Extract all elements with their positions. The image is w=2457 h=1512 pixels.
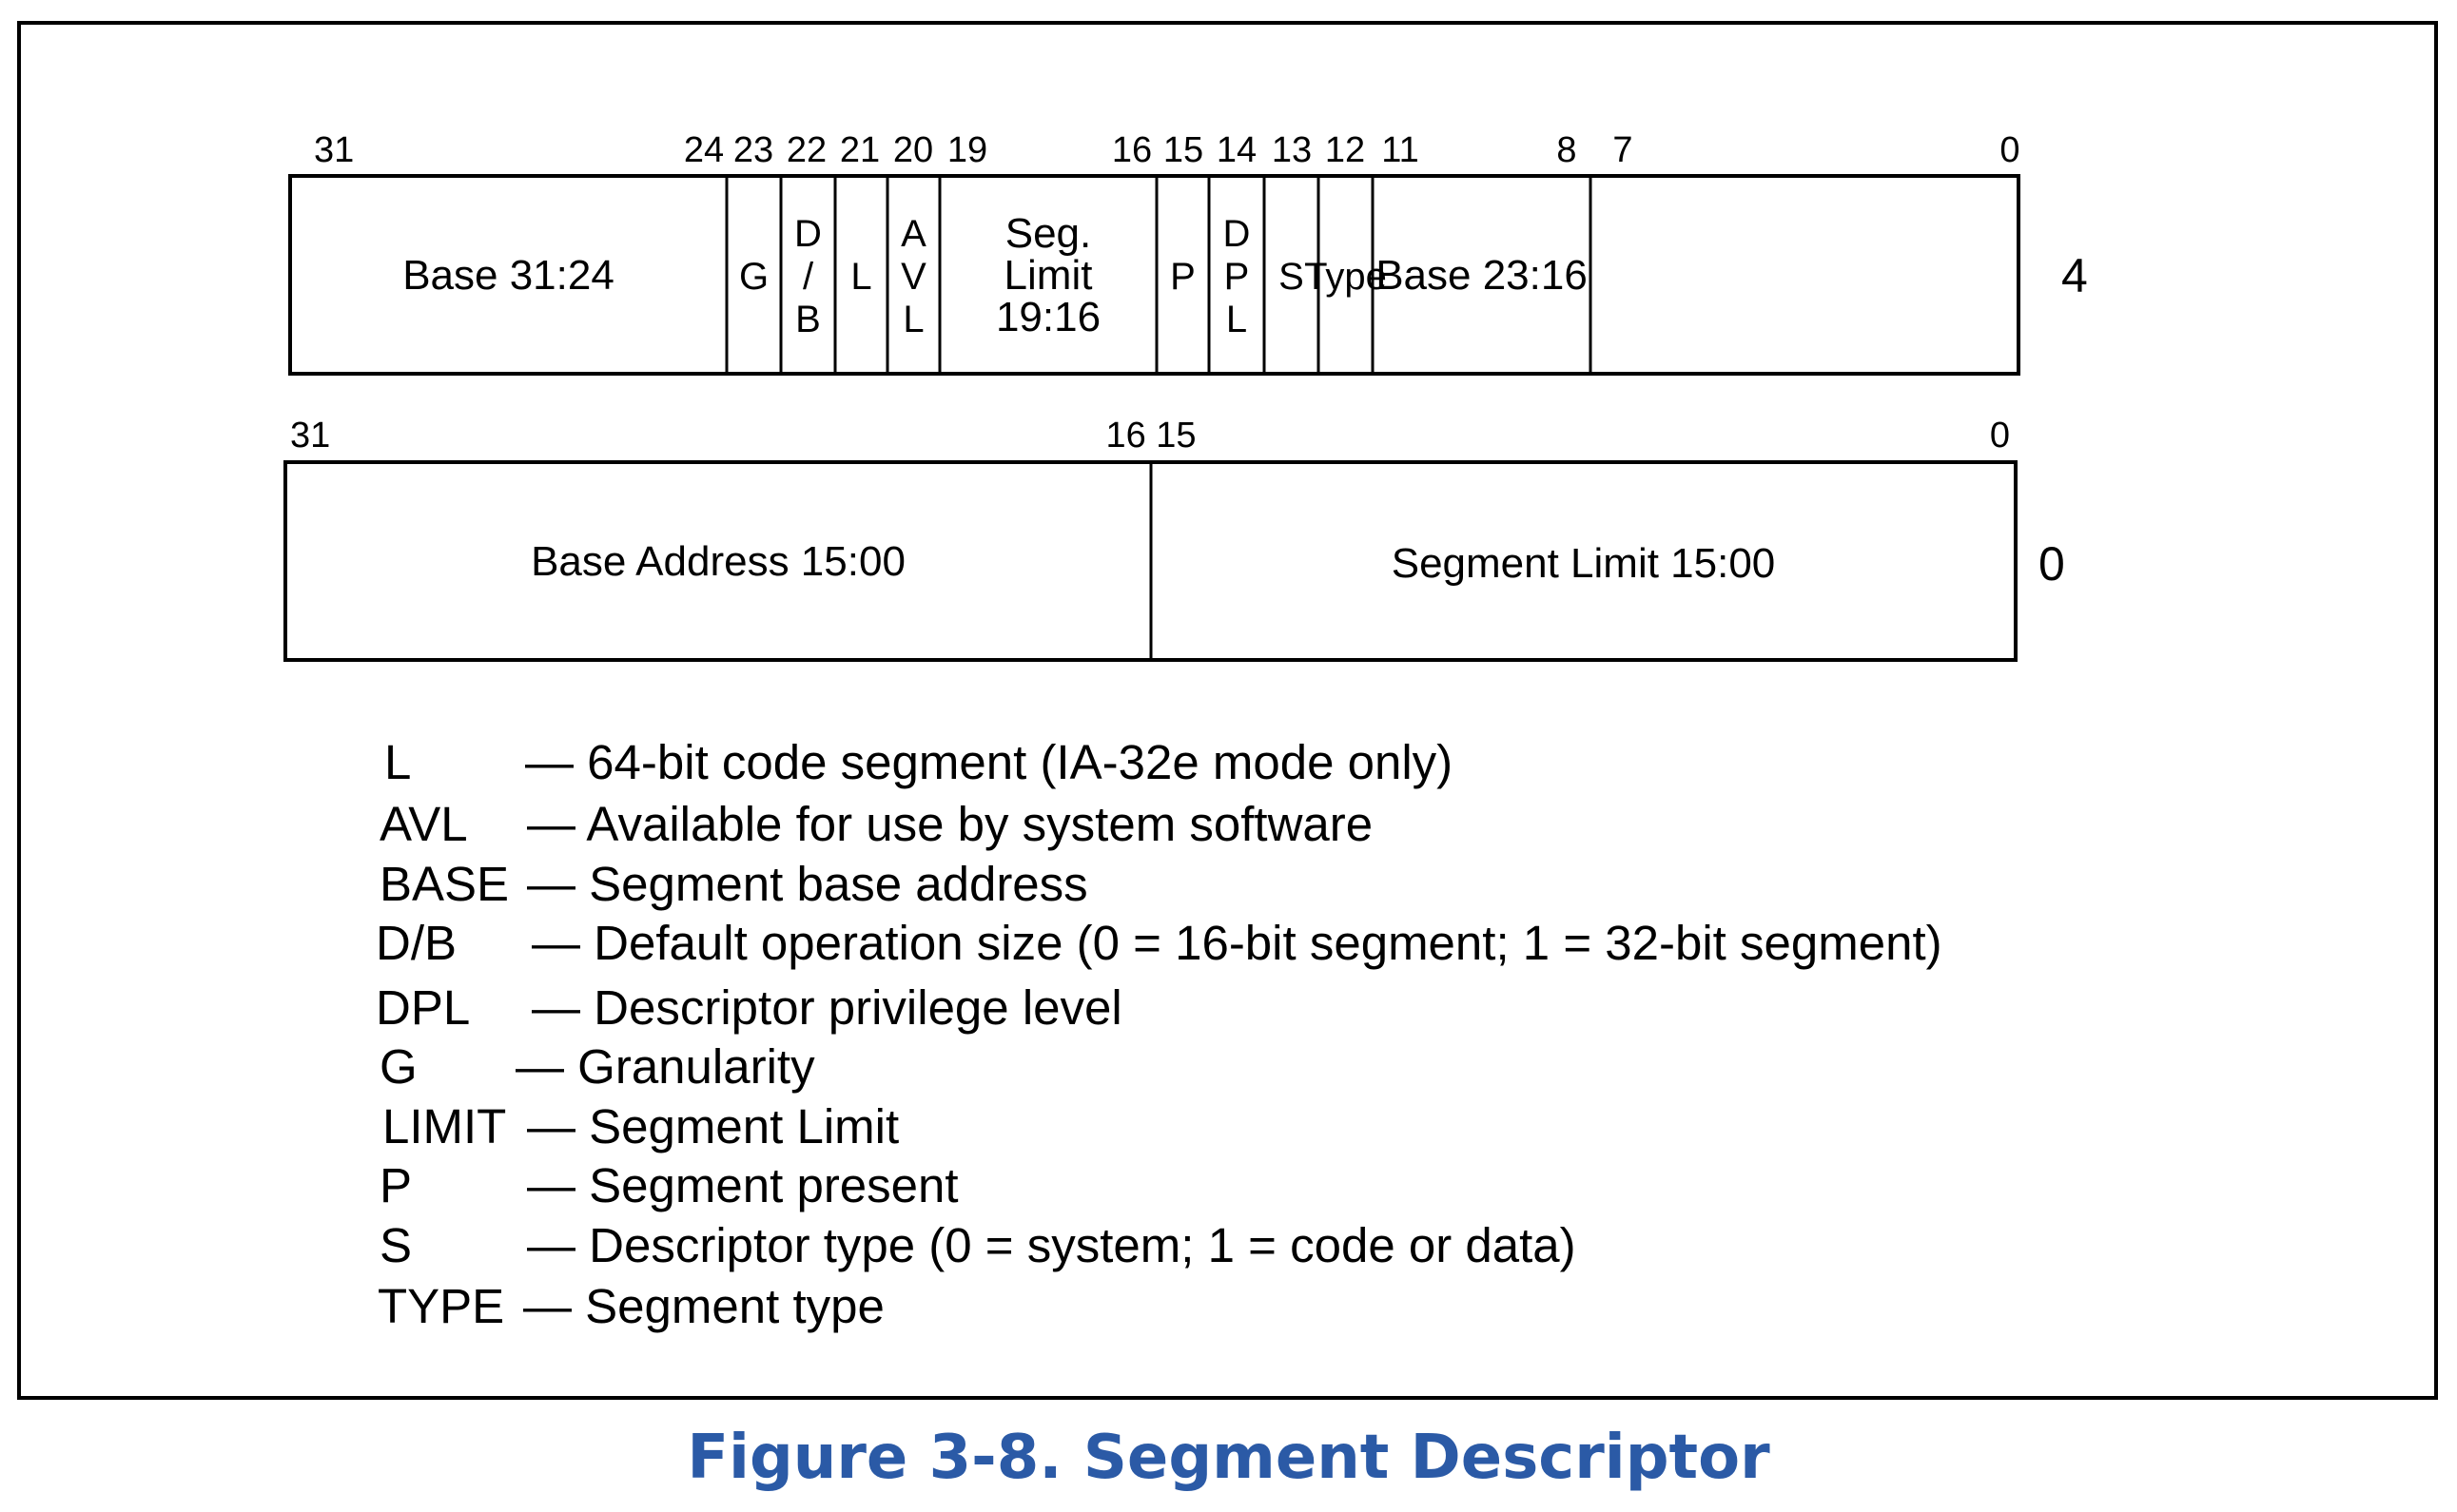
field-label-base-address-15-00: Base Address 15:00	[531, 538, 906, 585]
bit-number-label: 31	[314, 130, 355, 170]
bit-number-label: 12	[1324, 130, 1366, 170]
legend-description: — Available for use by system software	[527, 797, 1374, 851]
legend-description: — Default operation size (0 = 16-bit segment; 1 = 32-bit segment)	[532, 916, 1942, 970]
field-label-segment-limit-15-00: Segment Limit 15:00	[1391, 540, 1776, 587]
field-label-d-b: D	[794, 213, 822, 255]
bit-number-label: 0	[1999, 130, 2020, 170]
field-label-d-b: B	[795, 299, 821, 340]
field-label-avl: L	[903, 299, 925, 340]
field-label-seg-limit-19-16: Seg.	[1004, 210, 1092, 257]
legend-abbreviation: BASE	[380, 857, 510, 911]
field-label-seg-limit-19-16: Limit	[1004, 252, 1093, 299]
bit-number-label: 23	[732, 130, 774, 170]
legend-description: — Segment base address	[527, 857, 1088, 911]
bit-number-label: 16 15	[1105, 416, 1197, 456]
word-offset-label: 4	[2061, 249, 2088, 302]
legend-abbreviation: P	[380, 1158, 413, 1212]
field-label-dpl: D	[1222, 213, 1251, 255]
field-label-dpl: P	[1223, 256, 1250, 298]
legend-abbreviation: AVL	[380, 797, 468, 851]
field-label-s: S	[1278, 256, 1304, 298]
field-label-dpl: L	[1225, 299, 1248, 340]
field-label-d-b: /	[802, 256, 814, 298]
word-offset-label: 0	[2038, 537, 2065, 591]
legend-description: — Segment present	[527, 1158, 959, 1212]
field-label-base-23-16: Base 23:16	[1375, 252, 1588, 299]
legend-abbreviation: S	[380, 1218, 413, 1272]
bit-number-label: 0	[1989, 416, 2010, 456]
field-label-type: Type	[1304, 256, 1387, 298]
bit-number-label: 24	[683, 130, 725, 170]
legend-abbreviation: D/B	[376, 916, 458, 970]
bit-number-label: 31	[290, 416, 331, 456]
figure-caption: Figure 3-8. Segment Descriptor	[687, 1423, 1770, 1493]
legend-abbreviation: L	[384, 735, 412, 789]
bit-number-label: 14	[1216, 130, 1258, 170]
legend-description: — Descriptor type (0 = system; 1 = code or data)	[527, 1218, 1576, 1272]
legend-abbreviation: TYPE	[378, 1279, 505, 1333]
bit-number-label: 20	[892, 130, 934, 170]
legend-description: — Granularity	[516, 1039, 815, 1094]
bit-number-label: 8	[1556, 130, 1577, 170]
bit-number-label: 22	[786, 130, 828, 170]
legend-abbreviation: DPL	[376, 980, 471, 1035]
legend-abbreviation: LIMIT	[382, 1099, 507, 1153]
legend-description: — 64-bit code segment (IA-32e mode only)	[525, 735, 1453, 789]
field-label-avl: V	[901, 256, 926, 298]
field-label-p: P	[1170, 256, 1196, 298]
bit-number-label: 13	[1271, 130, 1313, 170]
field-label-seg-limit-19-16: 19:16	[995, 294, 1102, 340]
bit-number-label: 19	[946, 130, 988, 170]
field-label-g: G	[738, 256, 770, 298]
bit-number-label: 15	[1162, 130, 1204, 170]
field-label-avl: A	[901, 213, 926, 255]
field-label-base-31-24: Base 31:24	[402, 252, 614, 299]
bit-number-label: 21	[839, 130, 881, 170]
field-label-l: L	[850, 256, 872, 298]
bit-number-label: 7	[1612, 130, 1633, 170]
legend-abbreviation: G	[380, 1039, 418, 1094]
bit-number-label: 11	[1381, 130, 1419, 170]
bit-number-label: 16	[1111, 130, 1153, 170]
legend-description: — Segment Limit	[527, 1099, 900, 1153]
legend-description: — Segment type	[523, 1279, 885, 1333]
legend-description: — Descriptor privilege level	[532, 980, 1122, 1035]
